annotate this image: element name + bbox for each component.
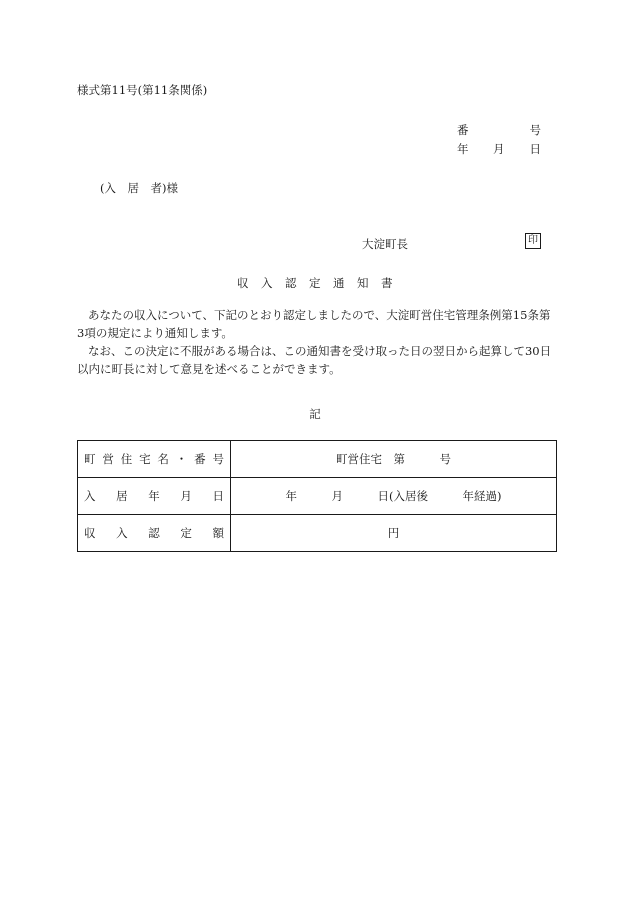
table-row <box>78 515 557 552</box>
paragraph-1: あなたの収入について、下記のとおり認定しましたので、大淀町営住宅管理条例第15条第3項の規定により通知します。 <box>77 308 551 340</box>
seal-stamp: 印 <box>525 233 541 249</box>
income-label: 収入認定額 <box>78 515 231 552</box>
date-day: 日 <box>529 142 541 156</box>
date-year: 年 <box>457 142 469 156</box>
number-suffix: 号 <box>529 123 541 137</box>
notice-body <box>77 306 555 378</box>
number-prefix: 番 <box>457 123 469 137</box>
issuer: 大淀町長 <box>362 237 408 251</box>
move-in-date-label: 入居年月日 <box>78 478 231 515</box>
table-row <box>78 441 557 478</box>
details-table <box>77 440 557 552</box>
form-number: 様式第11号(第11条関係) <box>77 83 208 97</box>
table-row <box>78 478 557 515</box>
ki-heading: 記 <box>309 407 321 421</box>
date-month: 月 <box>493 142 505 156</box>
income-value: 円 <box>231 515 557 552</box>
housing-label: 町営住宅名・番号 <box>78 441 231 478</box>
housing-value: 町営住宅 第 号 <box>231 441 557 478</box>
document-title: 収 入 認 定 通 知 書 <box>237 276 393 290</box>
paragraph-2: なお、この決定に不服がある場合は、この通知書を受け取った日の翌日から起算して30日以内に町長に対して意見を述べることができます。 <box>77 344 552 376</box>
move-in-date-value: 年 月 日(入居後 年経過) <box>231 478 557 515</box>
addressee: (入 居 者)様 <box>100 181 178 195</box>
